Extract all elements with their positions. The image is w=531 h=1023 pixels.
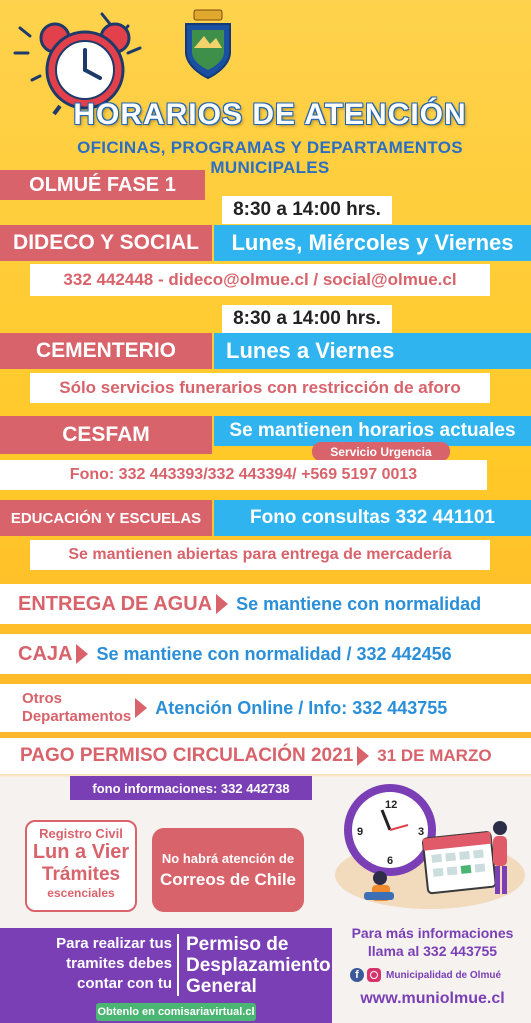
cementerio-label: CEMENTERIO [0, 333, 212, 369]
footer-left-line2: tramites debes [66, 955, 172, 972]
caja-status: Se mantiene con normalidad / 332 442456 [96, 643, 452, 664]
permiso-date: 31 DE MARZO [377, 746, 492, 765]
otros-row [0, 684, 531, 732]
dideco-days: Lunes, Miércoles y Viernes [214, 225, 531, 261]
svg-text:9: 9 [357, 826, 364, 838]
instagram-icon[interactable] [367, 968, 381, 982]
chevron-right-icon [357, 746, 369, 766]
agua-status: Se mantiene con normalidad [236, 593, 482, 614]
cementerio-days: Lunes a Viernes [214, 333, 531, 369]
footer-permit-line2: Desplazamiento [186, 955, 331, 976]
svg-text:3: 3 [418, 826, 425, 838]
more-info-line2: llama al 332 443755 [367, 943, 498, 959]
registro-days: Lun a Vier [32, 841, 130, 863]
footer-left-line3: contar con tu [76, 975, 172, 992]
municipal-shield-icon [178, 8, 238, 82]
svg-text:12: 12 [385, 799, 398, 811]
clock-calendar-illustration [330, 780, 525, 910]
educacion-phone: Fono consultas 332 441101 [214, 500, 531, 536]
cementerio-hours: 8:30 a 14:00 hrs. [222, 305, 392, 333]
facebook-icon[interactable]: f [350, 968, 364, 982]
dideco-hours: 8:30 a 14:00 hrs. [222, 196, 392, 224]
registro-tramites: Trámites [41, 864, 121, 885]
footer-permit-line1: Permiso de [186, 934, 289, 955]
cementerio-note: Sólo servicios funerarios con restricción de aforo [30, 373, 490, 403]
cesfam-status: Se mantienen horarios actuales [214, 416, 531, 446]
website-link[interactable]: www.muniolmue.cl [360, 990, 505, 1007]
footer-left-line1: Para realizar tus [56, 935, 172, 952]
cesfam-label: CESFAM [0, 416, 212, 454]
footer-left-text [10, 934, 172, 994]
correos-line1: No habrá atención de [161, 850, 295, 866]
chevron-right-icon [216, 594, 228, 614]
cesfam-phones: Fono: 332 443393/332 443394/ +569 5197 0013 [0, 460, 487, 490]
phase-badge: OLMUÉ FASE 1 [0, 170, 205, 200]
educacion-label: EDUCACIÓN Y ESCUELAS [0, 500, 212, 536]
comisaria-link[interactable]: Obtenlo en comisariavirtual.cl [96, 1003, 256, 1021]
more-info-line1: Para más informaciones [351, 925, 514, 941]
otros-status: Atención Online / Info: 332 443755 [155, 697, 448, 718]
otros-label-line2: Departamentos [22, 708, 132, 725]
registro-essential: escenciales [47, 886, 115, 900]
permiso-row [0, 738, 531, 774]
agua-label: ENTREGA DE AGUA [18, 592, 213, 615]
dideco-contact: 332 442448 - dideco@olmue.cl / social@olmue.cl [30, 264, 490, 296]
correos-card [152, 828, 304, 912]
agua-row [0, 584, 531, 624]
correos-line2: Correos de Chile [159, 869, 297, 889]
chevron-right-icon [76, 644, 88, 664]
urgency-badge: Servicio Urgencia [312, 442, 450, 461]
caja-label: CAJA [18, 642, 73, 665]
otros-label [22, 690, 131, 726]
social-name: Municipalidad de Olmué [386, 969, 502, 981]
social-row [350, 968, 531, 982]
permiso-label: PAGO PERMISO CIRCULACIÓN 2021 [20, 745, 354, 766]
page-subtitle: OFICINAS, PROGRAMAS Y DEPARTAMENTOS MUNICIPALES [77, 138, 463, 177]
footer-permit-line3: General [186, 976, 257, 997]
registro-title: Registro Civil [39, 826, 123, 841]
chevron-right-icon [135, 698, 147, 718]
caja-row [0, 634, 531, 674]
more-info [334, 924, 531, 960]
page-title: HORARIOS DE ATENCIÓN [73, 98, 467, 131]
otros-label-line1: Otros [22, 690, 63, 707]
dideco-label: DIDECO Y SOCIAL [0, 225, 212, 261]
footer-permit-text [186, 934, 332, 997]
footer-divider [177, 934, 179, 996]
svg-text:6: 6 [387, 855, 394, 867]
registro-civil-card [25, 820, 137, 912]
permiso-info: fono informaciones: 332 442738 [70, 776, 312, 800]
educacion-note: Se mantienen abiertas para entrega de mercadería [30, 540, 490, 570]
